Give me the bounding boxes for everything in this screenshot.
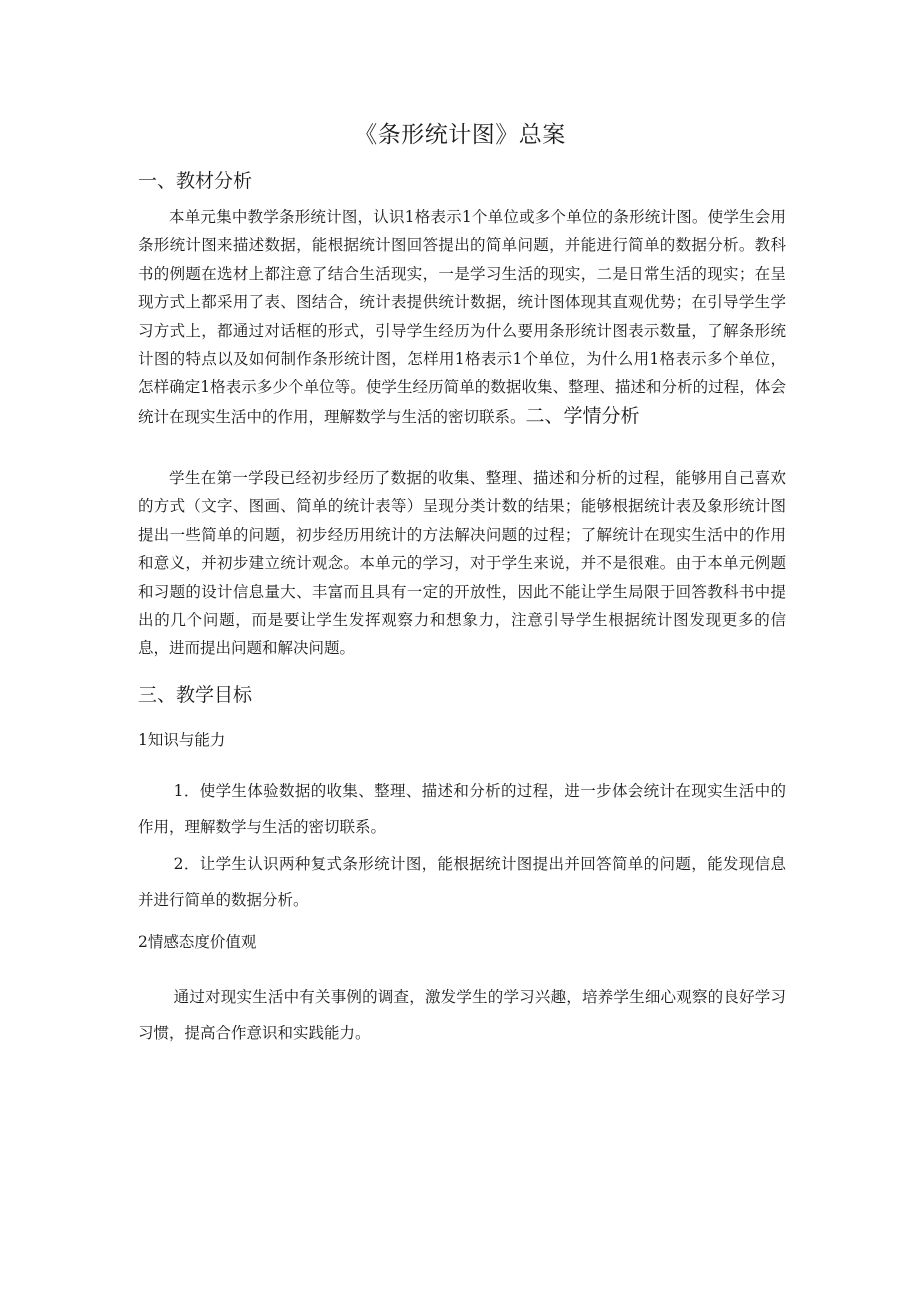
section-heading-student-analysis: 二、学情分析 — [525, 404, 640, 427]
section-heading-teaching-goals: 三、教学目标 — [138, 684, 253, 706]
section-paragraph-student-analysis: 学生在第一学段已经初步经历了数据的收集、整理、描述和分析的过程，能够用自己喜欢的方式（文字、图画、简单的统计表等）呈现分类计数的结果；能够根据统计表及象形统计图提出一些简单的问题，初步经历用统计的方法解决问题的过程；了解统计在现实生活中的作用和意义，并初步建立统计观念。本单元的学习，对于学生来说，并不是很难。由于本单元例题和习题的设计信息量大、丰富而且具有一定的开放性，因此不能让学生局限于回答教科书中提出的几个问题，而是要让学生发挥观察力和想象力，注意引导学生根据统计图发现更多的信息，进而提出问题和解决问题。 — [138, 469, 786, 658]
paragraph-text: 本单元集中教学条形统计图，认识1格表示1个单位或多个单位的条形统计图。使学生会用条形统计图来描述数据，能根据统计图回答提出的简单问题，并能进行简单的数据分析。教科书的例题在选材上都注意了结合生活现实，一是学习生活的现实，二是日常生活的现实；在呈现方式上都采用了表、图结合，统计表提供统计数据，统计图体现其直观优势；在引导学生学习方式上，都通过对话框的形式，引导学生经历为什么要用条形统计图表示数量，了解条形统计图的特点以及如何制作条形统计图，怎样用1格表示1个单位，为什么用1格表示多个单位，怎样确定1格表示多少个单位等。使学生经历简单的数据收集、整理、描述和分析的过程，体会统计在现实生活中的作用，理解数学与生活的密切联系。 — [138, 208, 786, 426]
subsection-label-knowledge: 1知识与能力 — [138, 731, 226, 749]
section-heading-textbook-analysis: 一、教材分析 — [138, 170, 253, 192]
section-paragraph-textbook-analysis — [138, 203, 786, 431]
page-title: 《条形统计图》总案 — [354, 122, 566, 148]
goal-item-2: 2．让学生认识两种复式条形统计图，能根据统计图提出并回答简单的问题，能发现信息并进行简单的数据分析。 — [138, 855, 786, 909]
attitude-paragraph: 通过对现实生活中有关事例的调查，激发学生的学习兴趣，培养学生细心观察的良好学习习惯，提高合作意识和实践能力。 — [138, 988, 786, 1042]
goal-item-1: 1．使学生体验数据的收集、整理、描述和分析的过程，进一步体会统计在现实生活中的作用，理解数学与生活的密切联系。 — [138, 782, 786, 836]
subsection-label-attitude: 2情感态度价值观 — [138, 933, 257, 951]
